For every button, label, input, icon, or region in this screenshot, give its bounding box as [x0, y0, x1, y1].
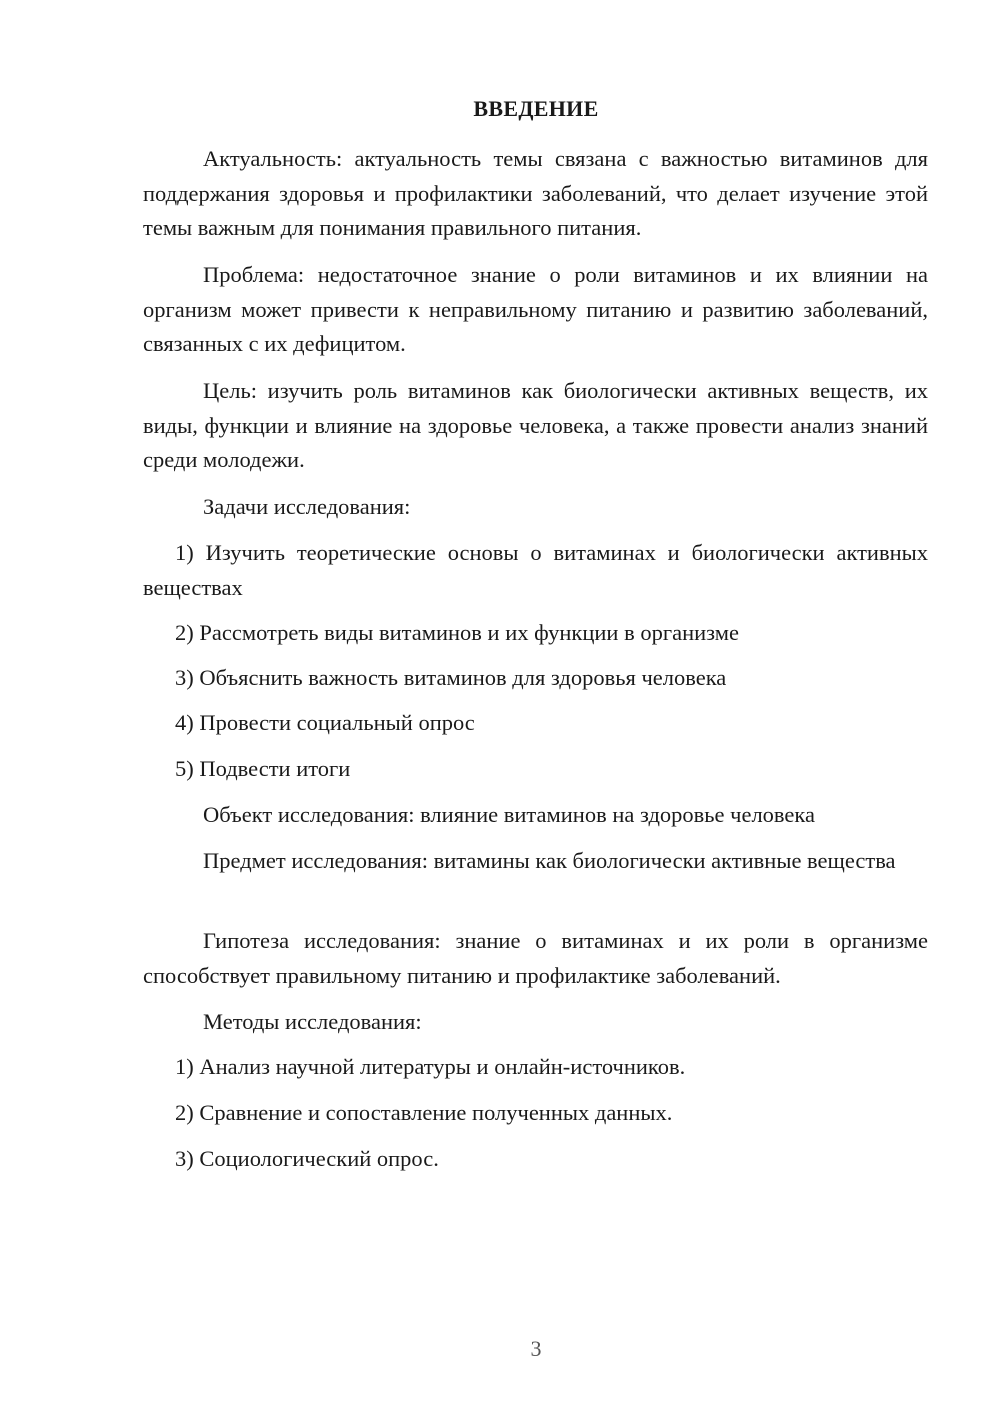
methods-title: Методы исследования:: [203, 1009, 422, 1034]
tasks-item-1: [143, 536, 928, 605]
tasks-item-5: [143, 752, 928, 787]
tasks-item-4: [143, 706, 928, 741]
subject-section: [143, 844, 928, 879]
list-item: 3) Объяснить важность витаминов для здоровья человека: [175, 665, 727, 690]
methods-title-section: [143, 1005, 928, 1040]
list-item: 3) Социологический опрос.: [175, 1146, 439, 1171]
methods-item-3: [143, 1142, 928, 1177]
list-item: 5) Подвести итоги: [175, 756, 351, 781]
relevance-paragraph: Актуальность: актуальность темы связана с важностью витаминов для поддержания здоровья и профилактики заболеваний, что делает изучение этой темы важным для понимания правильного питания.: [143, 146, 928, 240]
list-item: 2) Рассмотреть виды витаминов и их функции в организме: [175, 620, 739, 645]
object-paragraph: Объект исследования: влияние витаминов на здоровье человека: [203, 802, 815, 827]
list-item: 2) Сравнение и сопоставление полученных данных.: [175, 1100, 673, 1125]
object-section: [143, 798, 928, 833]
tasks-item-2: [143, 616, 928, 651]
goal-paragraph: Цель: изучить роль витаминов как биологически активных веществ, их виды, функции и влияние на здоровье человека, а также провести анализ знаний среди молодежи.: [143, 378, 928, 472]
page-number: 3: [530, 1336, 542, 1361]
tasks-item-3: [143, 661, 928, 696]
subject-paragraph: Предмет исследования: витамины как биологически активные вещества: [203, 848, 896, 873]
page-title: ВВЕДЕНИЕ: [473, 96, 599, 121]
goal-section: [143, 374, 928, 478]
relevance-section: [143, 142, 928, 246]
list-item: 1) Изучить теоретические основы о витаминах и биологически активных веществах: [143, 540, 928, 600]
hypothesis-section: [143, 924, 928, 993]
problem-section: [143, 258, 928, 362]
list-item: 1) Анализ научной литературы и онлайн-источников.: [175, 1054, 686, 1079]
list-item: 4) Провести социальный опрос: [175, 710, 475, 735]
problem-paragraph: Проблема: недостаточное знание о роли витаминов и их влиянии на организм может привести к неправильному питанию и развитию заболеваний, связанных с их дефицитом.: [143, 262, 928, 356]
hypothesis-paragraph: Гипотеза исследования: знание о витаминах и их роли в организме способствует правильному питанию и профилактике заболеваний.: [143, 928, 928, 988]
methods-item-1: [143, 1050, 928, 1085]
tasks-title-section: [143, 490, 928, 525]
tasks-title: Задачи исследования:: [203, 494, 411, 519]
methods-item-2: [143, 1096, 928, 1131]
